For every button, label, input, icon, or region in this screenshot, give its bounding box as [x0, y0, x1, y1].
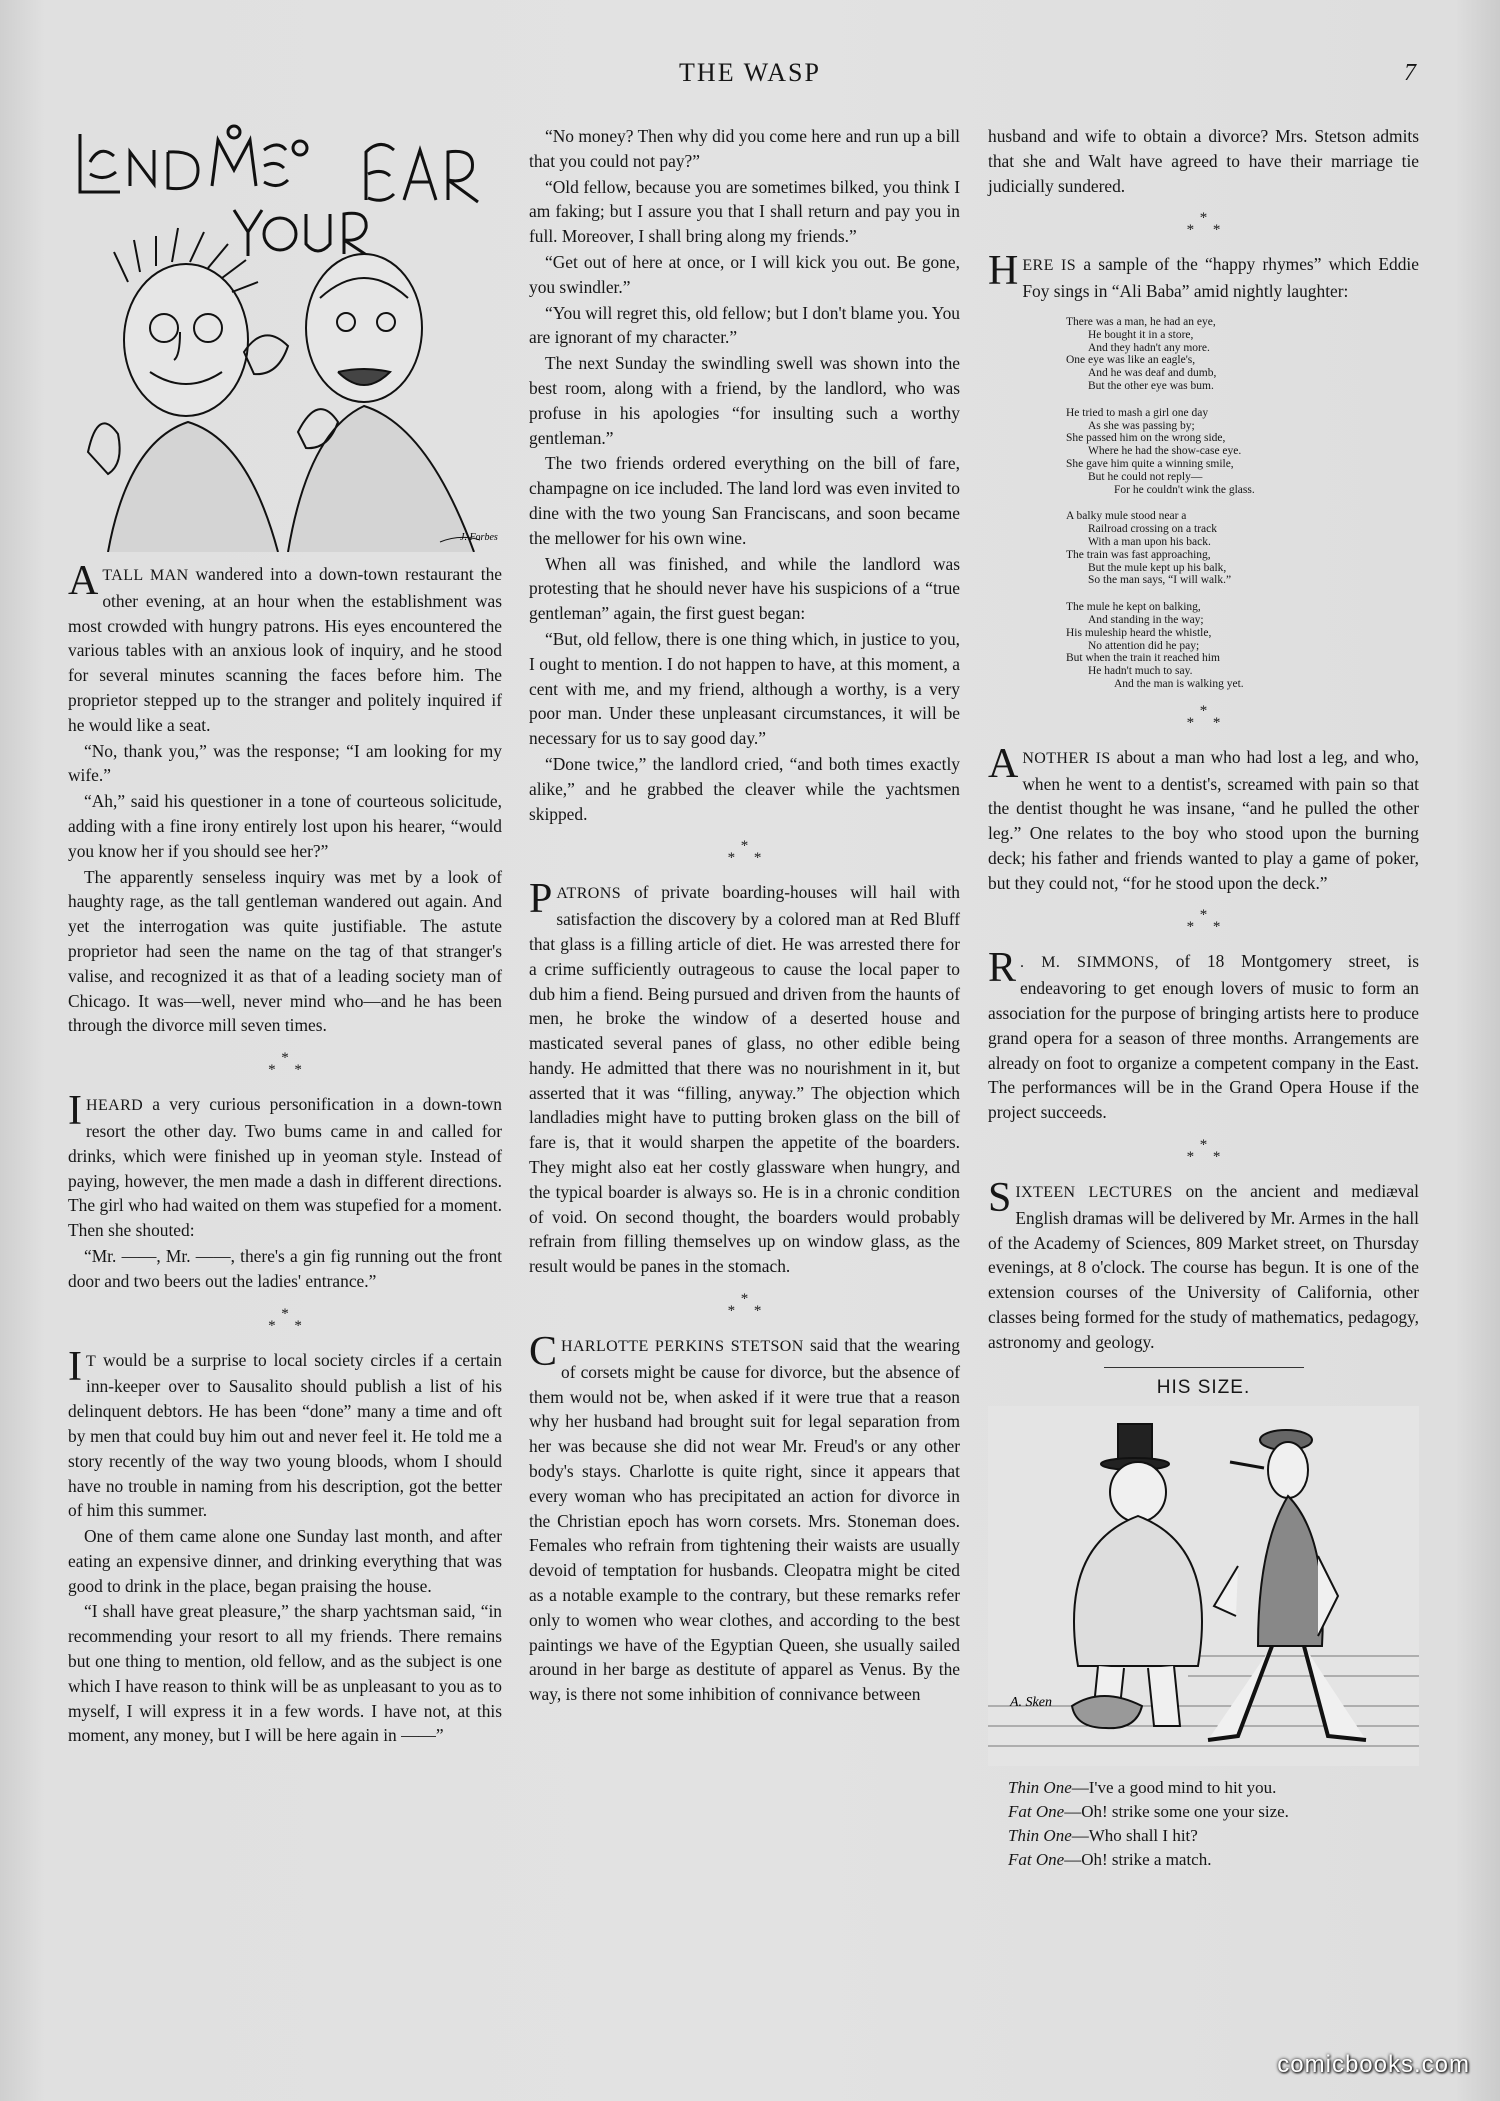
cartoon-signature: A. Sken: [1010, 1695, 1052, 1711]
caption-line: Thin One—I've a good mind to hit you.: [1008, 1778, 1277, 1798]
section-separator: * * *: [727, 838, 762, 867]
paragraph: R . M. SIMMONS, of 18 Montgomery street, is endeavoring to get enough lovers of music to form an association for the purpose of bringing artists here to produce grand opera for a season of three months. Arrangements are already on foot to organize a competent company in the East. The performances will be in the Grand Opera House if the project succeeds.: [988, 945, 1420, 1123]
section-separator: * * *: [727, 1291, 762, 1320]
caption-line: Fat One—Oh! strike some one your size.: [1008, 1802, 1289, 1822]
his-size-cartoon: [988, 1406, 1419, 1766]
caption-line: Thin One—Who shall I hit?: [1008, 1826, 1198, 1846]
paragraph: “Done twice,” the landlord cried, “and both times exactly alike,” and he grabbed the cleaver while the yachtsmen skipped.: [529, 753, 960, 824]
section-separator: * * *: [268, 1305, 302, 1334]
column-3: [988, 124, 1419, 1872]
paragraph: “Old fellow, because you are sometimes bilked, you think I am faking; but I assure you that I shall return and pay you in full. Moreover, I shall bring along my friends.”: [529, 176, 960, 247]
lend-me-your-ear-illustration: [68, 122, 502, 552]
paragraph: The two friends ordered everything on the bill of fare, champagne on ice included. The land lord was even invited to dine with the two young San Franciscans, and soon became the mellower for his own wine.: [529, 453, 960, 548]
paragraph: One of them came alone one Sunday last month, and after eating an expensive dinner, and drinking everything that was good to drink in the place, began praising the house.: [68, 1526, 502, 1596]
column-1: [68, 122, 502, 1749]
paragraph: “Ah,” said his questioner in a tone of courteous solicitude, adding with a fine irony entirely lost upon his hearer, “would you know her if you should see her?”: [68, 791, 502, 861]
paragraph: “Get out of here at once, or I will kick you out. Be gone, you swindler.”: [529, 251, 960, 297]
column-2: [529, 124, 960, 1708]
paragraph: The apparently senseless inquiry was met by a look of haughty rage, as the tall gentleman wandered out again. And yet the interrogation was quite justifiable. The astute proprietor had seen the name on the tag of that stranger's valise, and recognized it as that of a leading society man of Chicago. It was—well, never mind who—and he has been through the divorce mill seven times.: [68, 866, 502, 1036]
section-separator: * * *: [268, 1050, 302, 1079]
paragraph: HERE IS a sample of the “happy rhymes” which Eddie Foy sings in “Ali Baba” amid nightly laughter:: [988, 248, 1419, 302]
page-number: 7: [1404, 60, 1416, 86]
paragraph: “You will regret this, old fellow; but I don't blame you. You are ignorant of my character.”: [529, 302, 960, 348]
paragraph: “Mr. ——, Mr. ——, there's a gin fig running out the front door and two beers out the ladies' entrance.”: [68, 1245, 502, 1291]
section-separator: * * *: [1186, 702, 1221, 731]
paragraph: CHARLOTTE PERKINS STETSON said that the wearing of corsets might be cause for divorce, but the absence of them would not be, when asked if it were true that a reason why her husband had brought suit for legal separation from her was because she did not wear Mr. Freud's or any other body's stays. Charlotte is quite right, since it appears that every woman who has precipitated an action for divorce in the Christian epoch has worn corsets. Mrs. Stoneman does. Females who refrain from tightening their waists are usually devoid of temptation for husbands. Cleopatra might be cited as a notable example to the contrary, but these remarks refer only to women who wear clothes, and according to the best paintings we have of the Egyptian Queen, she usually sailed around in her barge as destitute of apparel as Venus. By the way, is there not some inhibition of connivance between: [529, 1329, 960, 1705]
section-separator: * * *: [1186, 907, 1221, 936]
cartoon-title: HIS SIZE.: [1156, 1376, 1251, 1398]
cartoon-illustration: [988, 1406, 1419, 1766]
paragraph: SIXTEEN LECTURES on the ancient and mediæval English dramas will be delivered by Mr. Armes in the hall of the Academy of Sciences, 809 Market street, on Thursday evenings, at 8 o'clock. The course has begun. It is one of the extension courses of the University of California, other classes being formed for the study of mathematics, pedagogy, astronomy and geology.: [988, 1175, 1419, 1352]
paragraph: ATALL MAN wandered into a down-town restaurant the other evening, at an hour when the establishment was most crowded with hungry patrons. His eyes encountered the various tables with an anxious look of inquiry, and he stood for several minutes scanning the faces before him. The proprietor stepped up to the stranger and politely inquired if he would like a seat.: [68, 558, 502, 735]
poem-stanza: He tried to mash a girl one day As she was passing by; She passed him on the wrong side, Where he had the show-case eye. She gave him quite a winning smile, But he could not reply— For he couldn't wink the glass.: [1066, 406, 1255, 496]
paragraph: “I shall have great pleasure,” the sharp yachtsman said, “in recommending your resort to all my friends. There remains but one thing to mention, old fellow, and as the subject is one which I have reason to think will be as unpleasant to you as to myself, I will express it in a few words. I have not, at this moment, any money, but I will be here again in ——”: [68, 1601, 502, 1746]
section-separator: * * *: [1186, 1137, 1221, 1166]
paragraph: When all was finished, and while the landlord was protesting that he should never have his suspicions of a “true gentleman” again, the first guest began:: [529, 553, 960, 624]
section-separator: * * *: [1186, 210, 1221, 239]
paragraph: “No money? Then why did you come here and run up a bill that you could not pay?”: [529, 126, 960, 171]
paragraph: IHEARD a very curious personification in a down-town resort the other day. Two bums came in and called for drinks, which were finished up in yeoman style. Instead of paying, however, the men made a dash in different directions. The girl who had waited on them was stupefied for a moment. Then she shouted:: [68, 1088, 502, 1241]
masthead: THE WASP: [679, 58, 821, 87]
paragraph: PATRONS of private boarding-houses will hail with satisfaction the discovery by a colored man at Red Bluff that glass is a filling article of diet. He was arrested there for a crime sufficiently outrageous to cause the local paper to dub him a fiend. Being pursued and driven from the haunts of men, he broke the window of a deserted house and masticated several panes of glass, no other edible being handy. He admitted that there was no nourishment in it, but asserted that it was “filling, anyway.” The objection which landladies might have to putting broken glass on the bill of fare is, that it would sharpen the appetite of the boarders. They might also eat her costly glassware when hungry, and the typical boarder is always so. He is in a chronic condition of void. On second thought, the boarders would probably refrain from filling themselves up on window glass, as the result would be panes in the stomach.: [529, 876, 960, 1277]
cartoon-caption: [988, 1776, 1419, 1872]
poem-stanza: A balky mule stood near a Railroad crossing on a track With a man upon his back. The train was fast approaching, But the mule kept up his balk, So the man says, “I will walk.”: [1066, 510, 1232, 587]
paragraph: I T would be a surprise to local society circles if a certain inn-keeper over to Sausalito should publish a list of his delinquent debtors. He has been “done” many a time and oft by men that could buy him out and never feel it. He told me a story recently of the way two young bloods, whom I should have no trouble in naming from his description, got the better of him this summer.: [68, 1343, 502, 1521]
paragraph: husband and wife to obtain a divorce? Mrs. Stetson admits that she and Walt have agreed to have their marriage tie judicially sundered.: [988, 126, 1419, 196]
title-lettering-art: [68, 122, 502, 552]
divider: [1104, 1367, 1304, 1368]
poem-stanza: The mule he kept on balking, And standing in the way; His muleship heard the whistle, No attention did he pay; But when the train it reached him He hadn't much to say. And the man is walking yet.: [1066, 601, 1244, 690]
watermark: comicbooks.com: [1277, 2051, 1470, 2078]
caption-line: Fat One—Oh! strike a match.: [1008, 1850, 1212, 1870]
paragraph: ANOTHER IS about a man who had lost a leg, and who, when he went to a dentist's, screamed with pain so that the dentist thought he was insane, “and he pulled the other leg.” One relates to the boy who stood upon the burning deck; his father and friends wanted to play a game of poker, but they could not, “for he stood upon the deck.”: [988, 740, 1419, 893]
poem: [1066, 316, 1419, 691]
poem-stanza: There was a man, he had an eye, He bought it in a store, And they hadn't any more. One eye was like an eagle's, And he was deaf and dumb, But the other eye was bum.: [1066, 315, 1217, 392]
paragraph: The next Sunday the swindling swell was shown into the best room, along with a friend, by the landlord, who was profuse in his apologies “for insulting such a worthy gentleman.”: [529, 353, 960, 448]
paragraph: “No, thank you,” was the response; “I am looking for my wife.”: [68, 740, 502, 786]
illustration-signature: J. Forbes: [460, 532, 498, 543]
paragraph: “But, old fellow, there is one thing which, in justice to you, I ought to mention. I do not happen to have, at this moment, a cent with me, and my friend, although a worthy, is a very poor man. Under these unpleasant circumstances, it will be necessary for us to say good day.”: [529, 628, 960, 749]
